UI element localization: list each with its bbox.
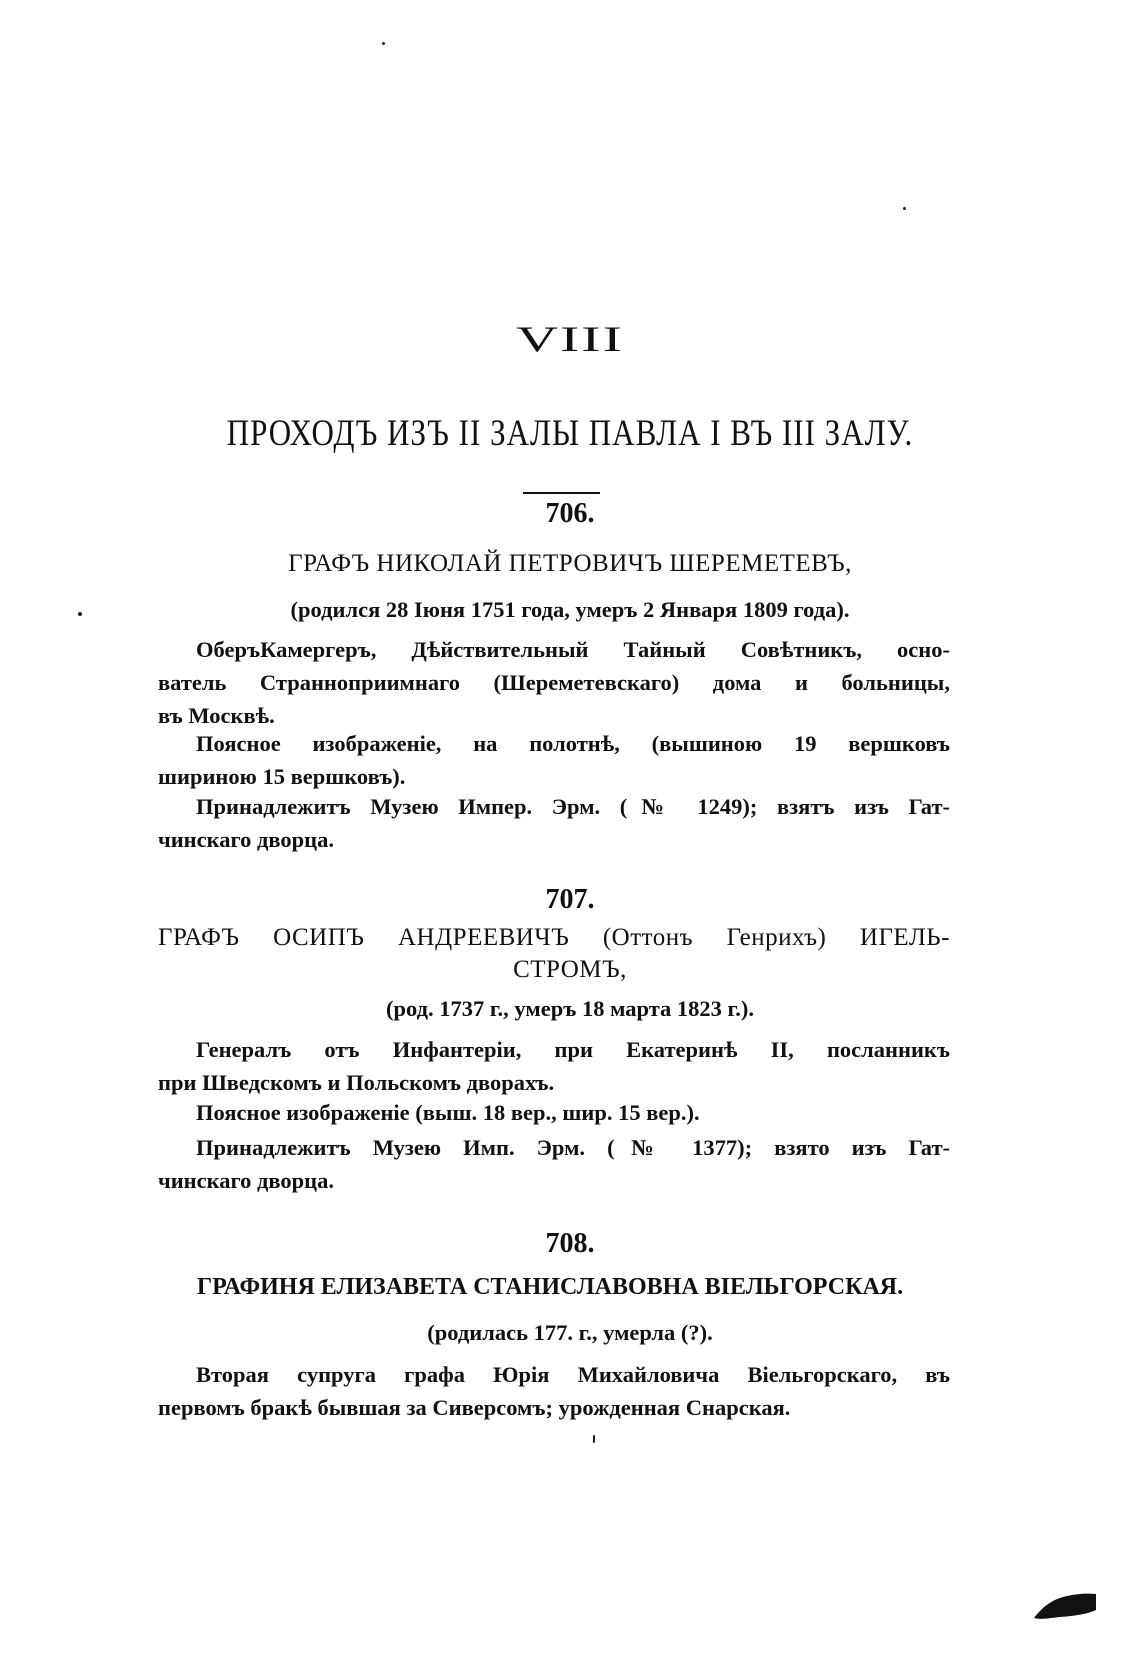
entry-707-name-line-2: СТРОМЪ,: [513, 956, 627, 983]
entry-707-p1-line-1: Генералъ отъ Инфантеріи, при Екатеринѣ II, посланникъ: [196, 1037, 950, 1062]
entry-707-paragraph-2: [158, 1096, 950, 1129]
entry-707-p2-line-1: Поясное изображеніе (выш. 18 вер., шир. 15 вер.).: [196, 1100, 700, 1125]
entry-706-p1-line-3: въ Москвѣ.: [158, 703, 275, 728]
entry-706-p3-line-2: чинскаго дворца.: [158, 827, 334, 852]
entry-706-p2-line-2: шириною 15 вершковъ).: [158, 764, 406, 789]
entry-708-paragraph-1: [158, 1358, 950, 1424]
entry-706-p1-line-1: ОберъКамергеръ, Дѣйствительный Тайный Совѣтникъ, осно-: [196, 637, 950, 662]
entry-706-number: 706.: [545, 498, 595, 529]
section-title: ПРОХОДЪ ИЗЪ II ЗАЛЫ ПАВЛА I ВЪ III ЗАЛУ.: [226, 412, 914, 454]
entry-707-p3-line-2: чинскаго дворца.: [158, 1168, 334, 1193]
entry-707-paragraph-1: [158, 1033, 950, 1099]
entry-706-paragraph-1: [158, 633, 950, 732]
entry-708-dates: (родилась 177. г., умерла (?).: [427, 1320, 713, 1345]
ink-blot-icon: [1030, 1588, 1100, 1622]
scan-speck: [903, 207, 906, 210]
entry-708-number: 708.: [545, 1228, 595, 1259]
entry-708-name: ГРАФИНЯ ЕЛИЗАВЕТА СТАНИСЛАВОВНА ВІЕЛЬГОРСКАЯ.: [196, 1274, 904, 1300]
scan-speck: [382, 42, 385, 45]
section-number: VIII: [516, 318, 624, 359]
entry-706-paragraph-2: [158, 727, 950, 793]
entry-706-p3-line-1: Принадлежитъ Музею Импер. Эрм. (№ 1249); взятъ изъ Гат-: [196, 794, 950, 819]
entry-707-paragraph-3: [158, 1131, 950, 1197]
entry-707-p1-line-2: при Шведскомъ и Польскомъ дворахъ.: [158, 1070, 555, 1095]
entry-706-paragraph-3: [158, 790, 950, 856]
entry-706-name: ГРАФЪ НИКОЛАЙ ПЕТРОВИЧЪ ШЕРЕМЕТЕВЪ,: [288, 550, 852, 577]
scan-speck: [78, 612, 82, 616]
scan-speck: [593, 1435, 595, 1443]
entry-708-p1-line-1: Вторая супруга графа Юрія Михайловича Віельгорскаго, въ: [196, 1362, 950, 1387]
entry-708-p1-line-2: первомъ бракѣ бывшая за Сиверсомъ; урожденная Снарская.: [158, 1395, 791, 1420]
entry-707-number: 707.: [545, 884, 595, 915]
entry-707-name-line-1: ГРАФЪ ОСИПЪ АНДРЕЕВИЧЪ (Оттонъ Генрихъ) ИГЕЛЬ-: [158, 924, 950, 951]
entry-707-dates: (род. 1737 г., умеръ 18 марта 1823 г.).: [386, 996, 754, 1021]
entry-707-p3-line-1: Принадлежитъ Музею Имп. Эрм. (№ 1377); взято изъ Гат-: [196, 1135, 950, 1160]
title-divider: [523, 492, 600, 494]
entry-706-p2-line-1: Поясное изображеніе, на полотнѣ, (вышиною 19 вершковъ: [196, 731, 950, 756]
entry-706-p1-line-2: ватель Странноприимнаго (Шереметевскаго) дома и больницы,: [158, 670, 950, 695]
entry-706-dates: (родился 28 Іюня 1751 года, умеръ 2 Января 1809 года).: [290, 597, 850, 622]
